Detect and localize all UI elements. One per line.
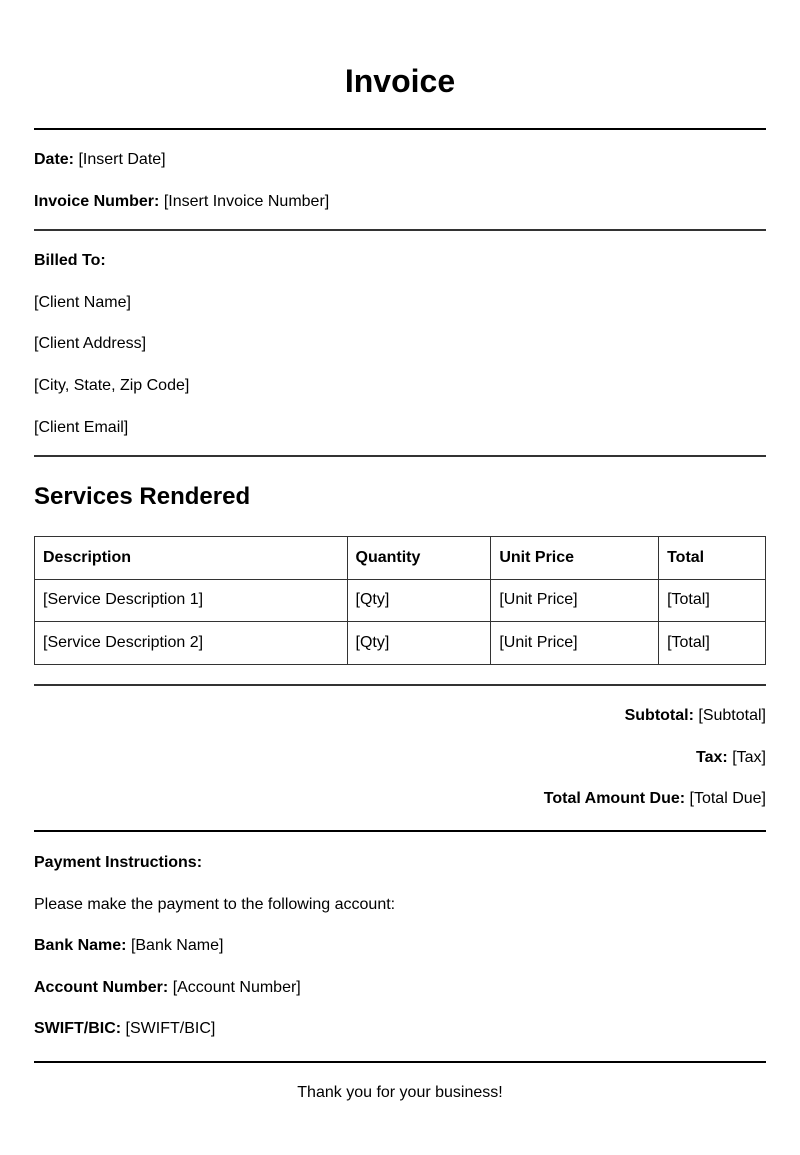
- date-label: Date:: [34, 151, 75, 168]
- services-heading: Services Rendered: [34, 483, 251, 510]
- divider: [34, 830, 766, 832]
- column-header-unit-price: Unit Price: [491, 537, 659, 580]
- thank-you-note: Thank you for your business!: [297, 1084, 503, 1101]
- cell-quantity: [Qty]: [347, 622, 491, 665]
- column-header-description: Description: [35, 537, 348, 580]
- client-email: [Client Email]: [34, 419, 129, 436]
- date-value: [Insert Date]: [78, 151, 166, 168]
- divider: [34, 1061, 766, 1063]
- swift-label: SWIFT/BIC:: [34, 1020, 122, 1037]
- cell-total: [Total]: [659, 579, 766, 622]
- page-title: Invoice: [344, 63, 456, 99]
- column-header-quantity: Quantity: [347, 537, 491, 580]
- divider: [34, 455, 766, 457]
- tax-line: [34, 748, 766, 768]
- total-due-value: [Total Due]: [689, 790, 766, 807]
- services-table: [34, 536, 766, 665]
- payment-instructions-label: [34, 853, 766, 873]
- client-city-state-zip: [City, State, Zip Code]: [34, 377, 190, 394]
- cell-description: [Service Description 2]: [35, 622, 348, 665]
- divider: [34, 684, 766, 686]
- cell-total: [Total]: [659, 622, 766, 665]
- account-number-label: Account Number:: [34, 979, 169, 996]
- client-name: [Client Name]: [34, 294, 131, 311]
- swift-value: [SWIFT/BIC]: [125, 1020, 216, 1037]
- bank-name-label: Bank Name:: [34, 937, 127, 954]
- invoice-number-value: [Insert Invoice Number]: [163, 193, 330, 210]
- column-header-total: Total: [659, 537, 766, 580]
- table-header-row: [35, 537, 766, 580]
- total-due-label: Total Amount Due:: [543, 790, 686, 807]
- cell-unit-price: [Unit Price]: [491, 579, 659, 622]
- account-number-line: [34, 978, 766, 998]
- subtotal-label: Subtotal:: [624, 707, 694, 724]
- cell-description: [Service Description 1]: [35, 579, 348, 622]
- payment-instruction-text: Please make the payment to the following account:: [34, 896, 396, 913]
- bank-name-value: [Bank Name]: [130, 937, 224, 954]
- subtotal-value: [Subtotal]: [698, 707, 766, 724]
- divider: [34, 128, 766, 130]
- billed-to-label: [34, 251, 766, 271]
- payment-heading: Payment Instructions:: [34, 854, 203, 871]
- invoice-number-line: [34, 192, 766, 212]
- subtotal-line: [34, 706, 766, 726]
- total-due-line: [34, 789, 766, 809]
- table-row: [35, 622, 766, 665]
- tax-value: [Tax]: [732, 749, 766, 766]
- divider: [34, 229, 766, 231]
- invoice-number-label: Invoice Number:: [34, 193, 160, 210]
- cell-unit-price: [Unit Price]: [491, 622, 659, 665]
- swift-line: [34, 1019, 766, 1039]
- billed-to-heading: Billed To:: [34, 252, 106, 269]
- cell-quantity: [Qty]: [347, 579, 491, 622]
- table-row: [35, 579, 766, 622]
- tax-label: Tax:: [696, 749, 728, 766]
- bank-name-line: [34, 936, 766, 956]
- date-line: [34, 150, 766, 170]
- account-number-value: [Account Number]: [172, 979, 301, 996]
- client-address: [Client Address]: [34, 335, 147, 352]
